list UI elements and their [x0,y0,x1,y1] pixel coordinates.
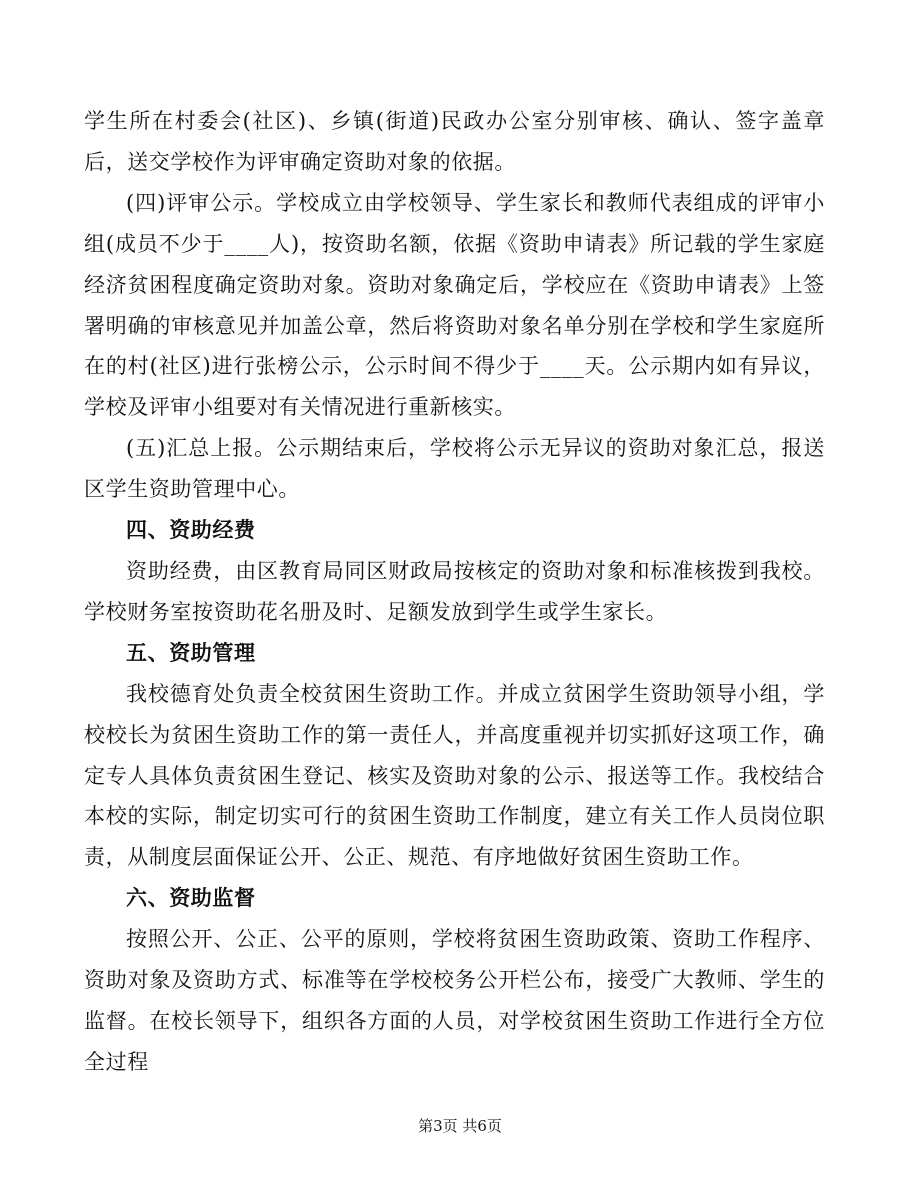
section-heading-funding: 四、资助经费 [126,518,256,543]
section-heading-supervision: 六、资助监督 [126,886,256,911]
paragraph-summary-report: (五)汇总上报。公示期结束后，学校将公示无异议的资助对象汇总，报送区学生资助管理中心。 [84,436,825,502]
page-number-footer: 第3页 共6页 [418,1117,502,1135]
paragraph-review-publicity: (四)评审公示。学校成立由学校领导、学生家长和教师代表组成的评审小组(成员不少于____人)，按资助名额，依据《资助申请表》所记载的学生家庭经济贫困程度确定资助对象。资助对象确定后，学校应在《资助申请表》上签署明确的审核意见并加盖公章，然后将资助对象名单分别在学校和学生家庭所在的村(社区)进行张榜公示，公示时间不得少于____天。公示期内如有异议，学校及评审小组要对有关情况进行重新核实。 [84,190,825,420]
paragraph-supervision: 按照公开、公正、公平的原则，学校将贫困生资助政策、资助工作程序、资助对象及资助方式、标准等在学校校务公开栏公布，接受广大教师、学生的监督。在校长领导下，组织各方面的人员，对学校贫困生资助工作进行全方位全过程 [84,927,825,1074]
section-heading-management: 五、资助管理 [126,640,256,665]
paragraph-management: 我校德育处负责全校贫困生资助工作。并成立贫困学生资助领导小组，学校校长为贫困生资助工作的第一责任人，并高度重视并切实抓好这项工作，确定专人具体负责贫困生登记、核实及资助对象的公示、报送等工作。我校结合本校的实际，制定切实可行的贫困生资助工作制度，建立有关工作人员岗位职责，从制度层面保证公开、公正、规范、有序地做好贫困生资助工作。 [84,681,825,870]
paragraph-approval-continuation: 学生所在村委会(社区)、乡镇(街道)民政办公室分别审核、确认、签字盖章后，送交学校作为评审确定资助对象的依据。 [84,109,825,174]
document-body [84,101,825,1083]
paragraph-funding: 资助经费，由区教育局同区财政局按核定的资助对象和标准核拨到我校。学校财务室按资助花名册及时、足额发放到学生或学生家长。 [84,558,825,624]
